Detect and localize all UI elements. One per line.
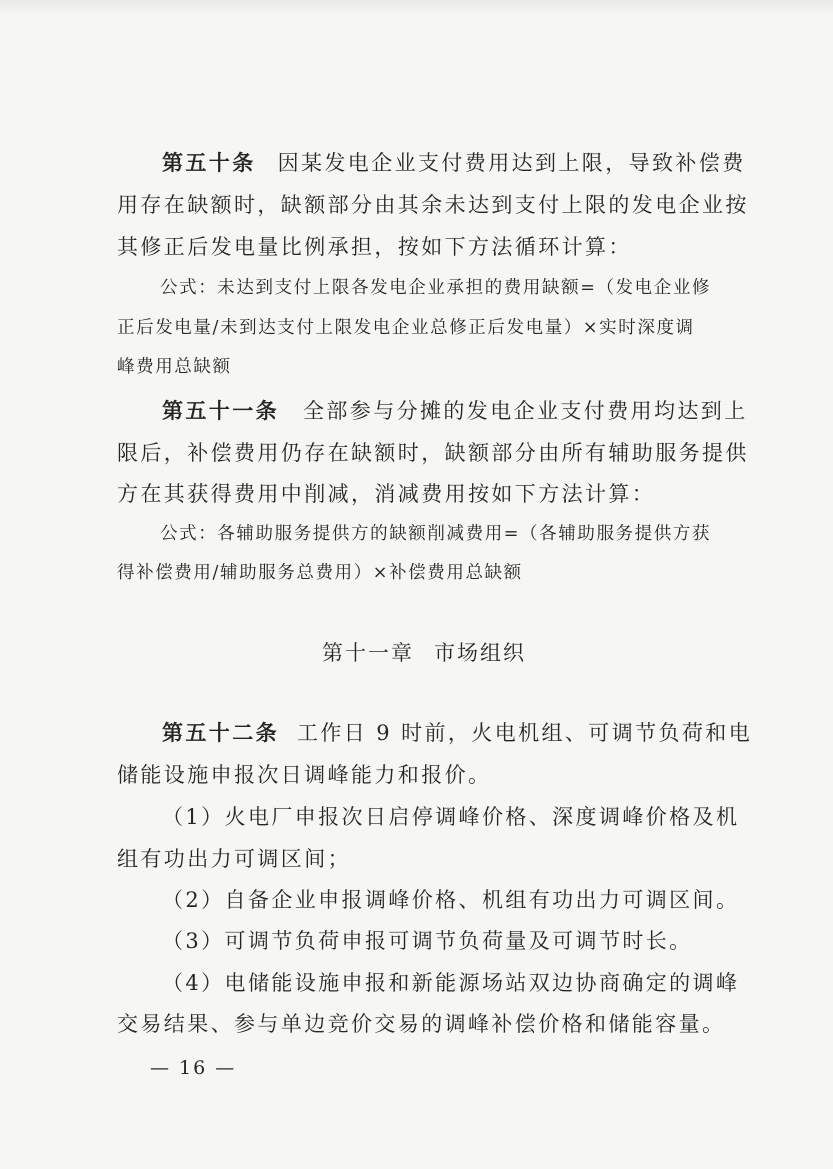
page-number: — 16 — [150,1057,237,1079]
article-52-line-1 [162,717,752,747]
article-52-text: 工作日 9 时前，火电机组、可调节负荷和电 [297,721,753,745]
article-50-line-1 [162,147,746,177]
article-52-heading: 第五十二条 [162,721,279,745]
chapter-number: 第十一章 [322,641,414,665]
article-52-line-2: 储能设施申报次日调峰能力和报价。 [117,763,492,787]
chapter-title: 市场组织 [434,641,526,665]
article-51-formula-line-2: 得补偿费用/辅助服务总费用）×补偿费用总缺额 [117,563,523,583]
article-51-text: 全部参与分摊的发电企业支付费用均达到上 [303,399,748,423]
article-52-item-1-line-2: 组有功出力可调区间； [117,847,351,871]
article-51-heading: 第五十一条 [162,399,279,423]
article-50-formula-line-2: 正后发电量/未到达支付上限发电企业总修正后发电量）×实时深度调 [117,318,695,338]
article-50-formula-line-3: 峰费用总缺额 [117,357,232,377]
article-52-item-1-line-1: （1）火电厂申报次日启停调峰价格、深度调峰价格及机 [162,805,740,829]
article-50-line-2: 用存在缺额时，缺额部分由其余未达到支付上限的发电企业按 [117,193,749,217]
article-50-heading: 第五十条 [162,151,256,175]
article-50-text: 因某发电企业支付费用达到上限，导致补偿费 [277,151,746,175]
article-50-formula-line-1: 公式：未达到支付上限各发电企业承担的费用缺额=（发电企业修 [160,278,712,298]
article-51-line-2: 限后，补偿费用仍存在缺额时，缺额部分由所有辅助服务提供 [117,441,749,465]
article-52-item-4-line-2: 交易结果、参与单边竞价交易的调峰补偿价格和储能容量。 [117,1012,726,1036]
article-52-item-4-line-1: （4）电储能设施申报和新能源场站双边协商确定的调峰 [162,971,740,995]
article-51-line-3: 方在其获得费用中削减，消减费用按如下方法计算： [117,482,656,506]
article-50-line-3: 其修正后发电量比例承担，按如下方法循环计算： [117,235,632,259]
article-51-formula-line-1: 公式：各辅助服务提供方的缺额削减费用=（各辅助服务提供方获 [160,524,712,544]
article-52-item-2: （2）自备企业申报调峰价格、机组有功出力可调区间。 [162,888,740,912]
chapter-heading [322,637,526,667]
article-52-item-3: （3）可调节负荷申报可调节负荷量及可调节时长。 [162,929,693,953]
article-51-line-1 [162,395,748,425]
scan-edge [0,0,833,14]
